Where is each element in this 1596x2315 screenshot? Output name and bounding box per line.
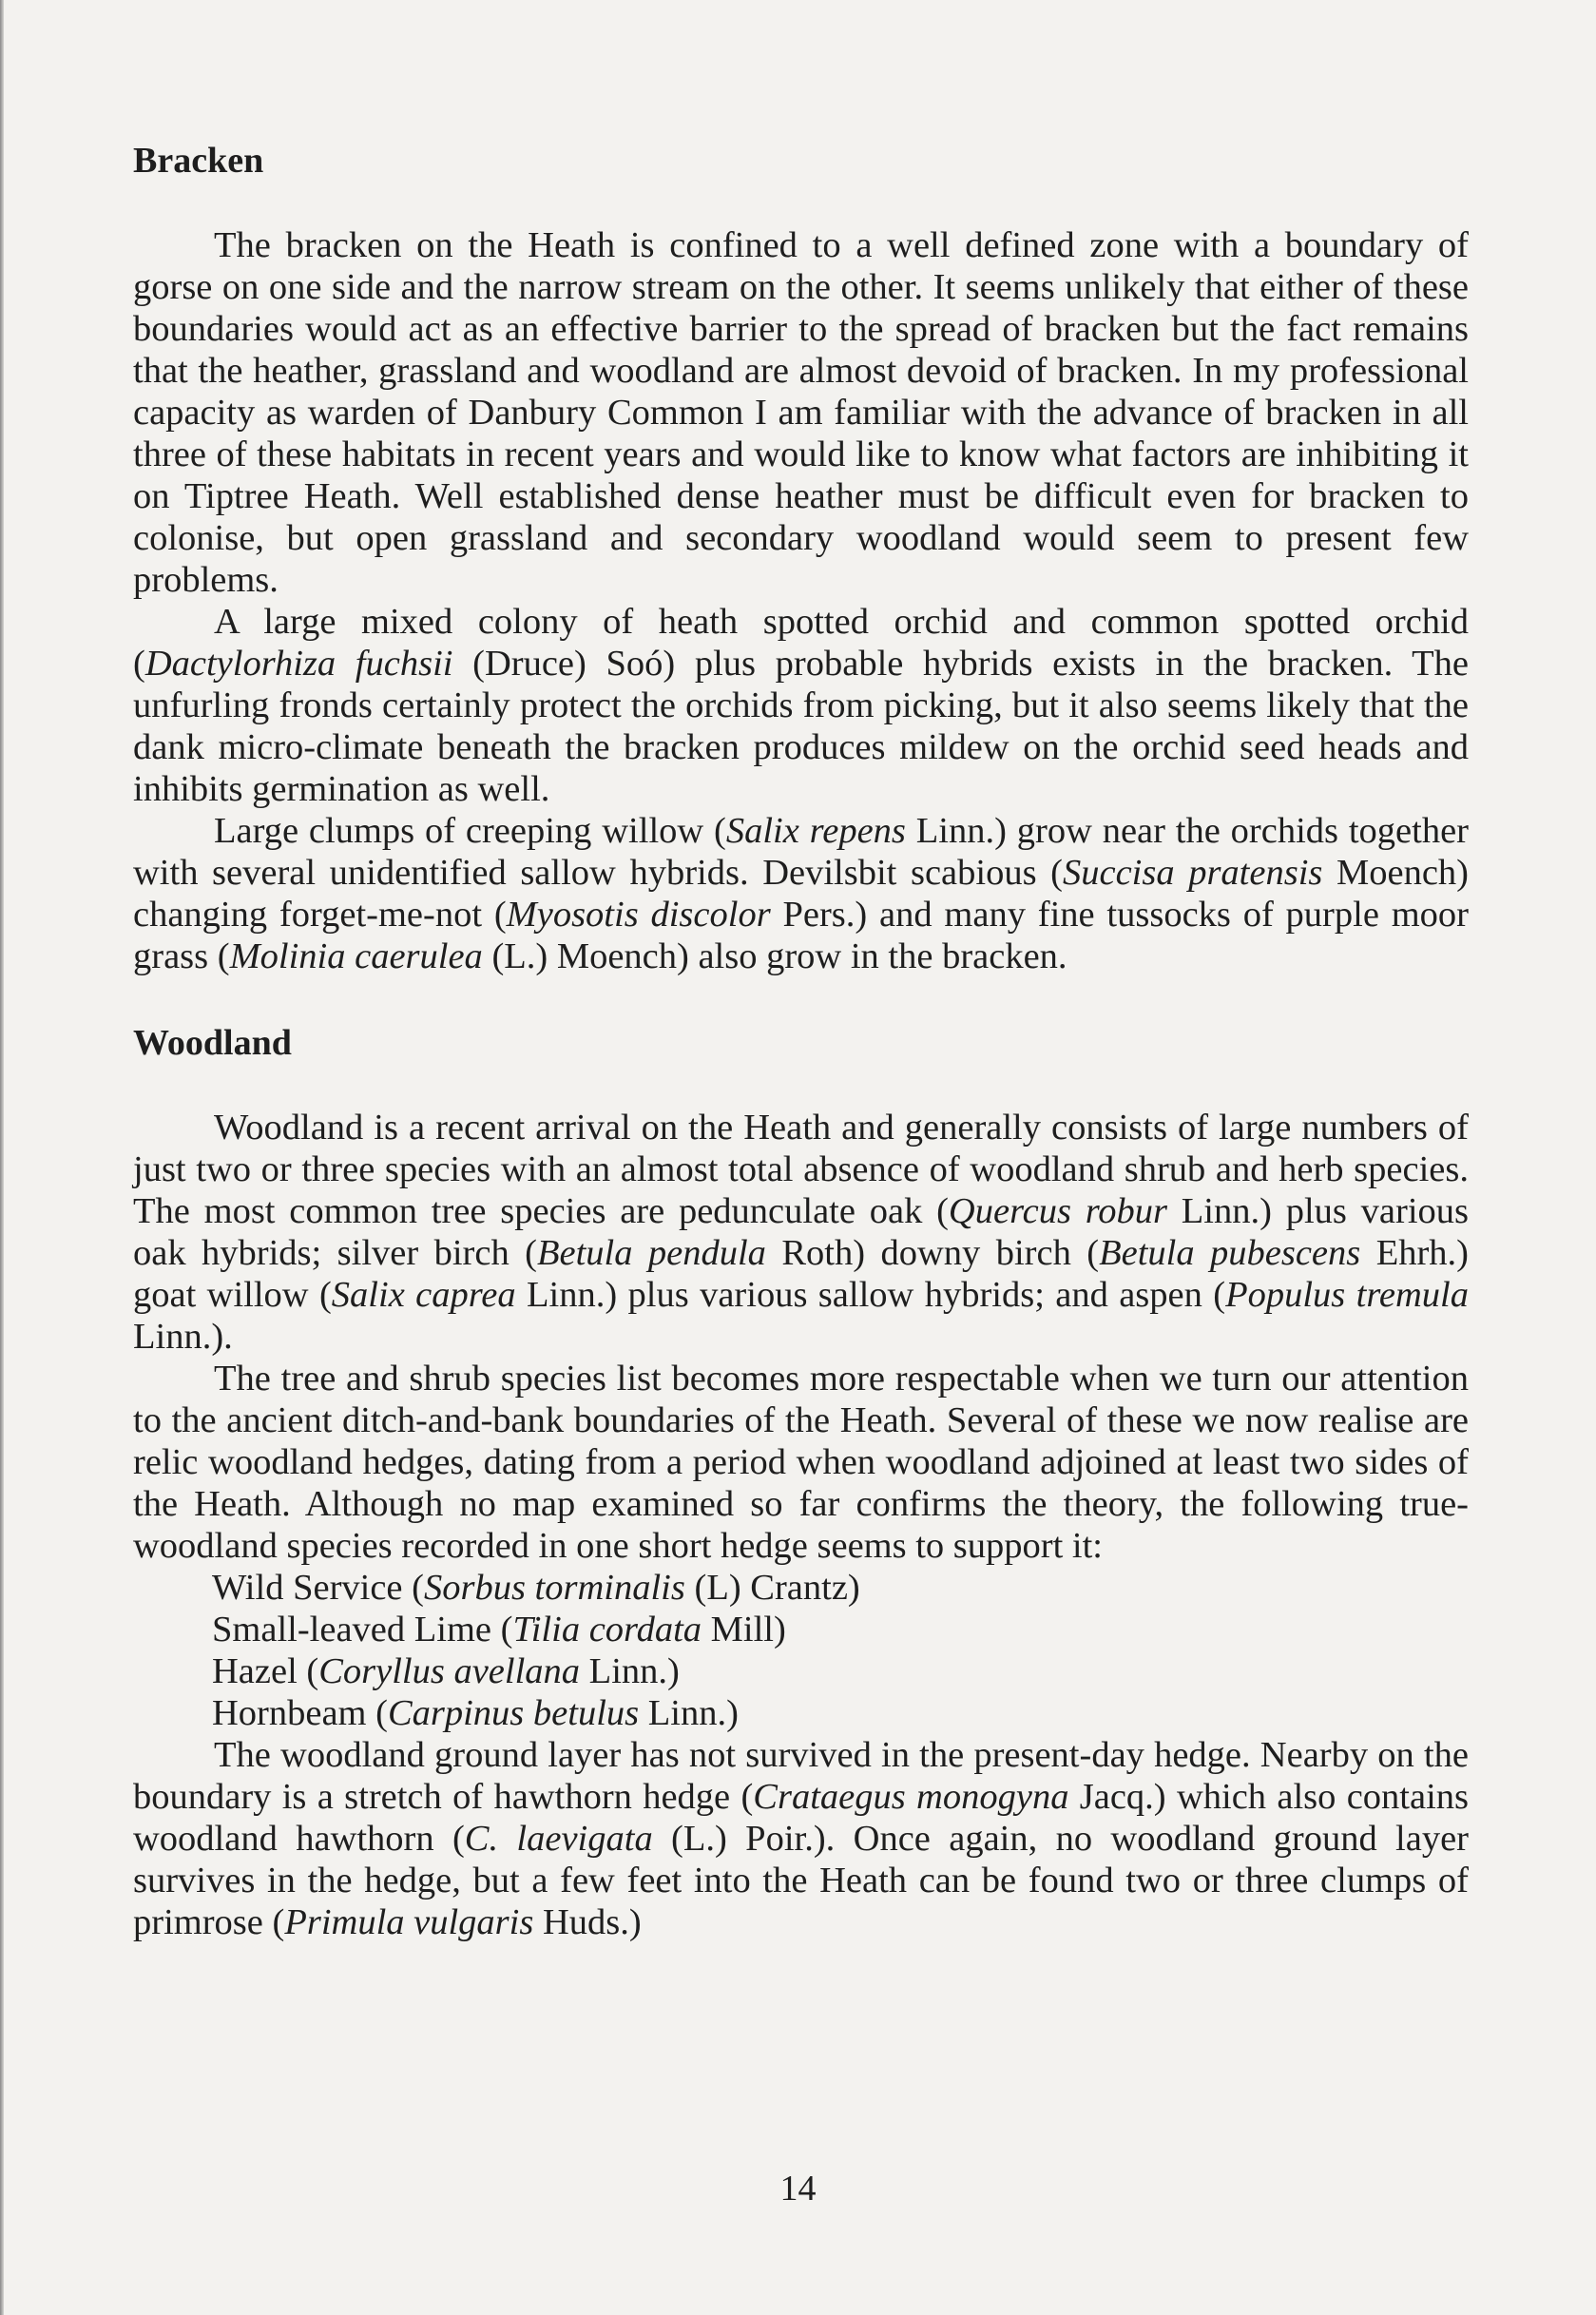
species-name: Carpinus betulus — [387, 1693, 640, 1733]
species-name: Salix repens — [725, 811, 906, 851]
paragraph — [133, 1734, 1469, 1943]
text-run: Pers.) and many fine tussocks of purple moor grass ( — [133, 895, 1469, 976]
text-run: Small-leaved Lime ( — [212, 1610, 513, 1649]
species-list-item — [212, 1650, 1469, 1692]
species-name: Myosotis discolor — [506, 895, 771, 935]
text-run: (L) Crantz) — [684, 1568, 860, 1608]
species-name: Tilia cordata — [512, 1610, 702, 1649]
species-list-item — [212, 1692, 1469, 1734]
text-run: (Druce) Soó) plus probable hybrids exists in the bracken. The unfurling fronds certainly protect the orchids from picking, but it also seems likely that the dank micro-climate beneath the bracken produces mildew on the orchid seed heads and inhibits germination as well. — [133, 644, 1470, 809]
text-run: The tree and shrub species list becomes more respectable when we turn our attention to the ancient ditch-and-bank boundaries of the Heath. Several of these we now realise are relic woodland hedges, dating from a period when woodland adjoined at least two sides of the Heath. Although no map examined so far confirms the theory, the following true-woodland species recorded in one short hedge seems to support it: — [133, 1359, 1469, 1566]
paragraph — [133, 1107, 1469, 1358]
section-bracken — [133, 143, 1469, 977]
paragraph — [133, 601, 1469, 810]
species-name: Coryllus avellana — [318, 1651, 581, 1691]
species-name: Sorbus torminalis — [423, 1568, 685, 1608]
text-run: Huds.) — [533, 1902, 642, 1942]
text-run: Linn.) plus various sallow hybrids; and aspen ( — [515, 1275, 1226, 1315]
species-list — [133, 1567, 1469, 1734]
page-number: 14 — [779, 2169, 817, 2209]
species-name: Molinia caerulea — [229, 936, 483, 976]
species-name: Betula pubescens — [1099, 1233, 1361, 1273]
text-run: (L.) Moench) also grow in the bracken. — [482, 936, 1067, 976]
text-run: The woodland ground layer has not survived in the present-day hedge. Nearby on the boundary is a stretch of hawthorn hedge ( — [133, 1735, 1469, 1817]
section-woodland — [133, 1025, 1469, 1943]
text-run: Jacq.) which also contains woodland hawthorn ( — [133, 1777, 1470, 1859]
species-name: Succisa pratensis — [1062, 853, 1323, 893]
paragraph — [133, 810, 1469, 977]
section-heading-bracken: Bracken — [133, 141, 264, 181]
species-name: Betula pendula — [536, 1233, 766, 1273]
text-run: The bracken on the Heath is confined to a well defined zone with a boundary of gorse on one side and the narrow stream on the other. It seems unlikely that either of these boundaries would act as an effective barrier to the spread of bracken but the fact remains that the heather, grassland and woodland are almost devoid of bracken. In my professional capacity as warden of Danbury Common I am familiar with the advance of bracken in all three of these habitats in recent years and would like to know what factors are inhibiting it on Tiptree Heath. Well established dense heather must be difficult even for bracken to colonise, but open grassland and secondary woodland would seem to present few problems. — [133, 225, 1469, 600]
species-list-item — [212, 1609, 1469, 1650]
text-run: Mill) — [702, 1610, 786, 1649]
species-name: C. laevigata — [464, 1819, 653, 1859]
text-run: Roth) downy birch ( — [765, 1233, 1100, 1273]
species-name: Populus tremula — [1225, 1275, 1469, 1315]
species-name: Salix caprea — [331, 1275, 516, 1315]
section-heading-woodland: Woodland — [133, 1023, 292, 1063]
text-run: Moench) changing forget-me-not ( — [133, 853, 1469, 935]
paragraph — [133, 1358, 1469, 1567]
species-name: Dactylorhiza fuchsii — [144, 644, 453, 684]
text-run: (L.) Poir.). Once again, no woodland ground layer survives in the hedge, but a few feet into the Heath can be found two or three clumps of primrose ( — [133, 1819, 1469, 1942]
text-run: Linn.). — [133, 1317, 233, 1357]
species-name: Quercus robur — [948, 1191, 1167, 1231]
text-run: A large mixed colony of heath spotted orchid and common spotted orchid ( — [133, 602, 1469, 684]
text-run: Woodland is a recent arrival on the Heath and generally consists of large numbers of just two or three species with an almost total absence of woodland shrub and herb species. The most common tree species are pedunculate oak ( — [133, 1108, 1469, 1231]
species-name: Crataegus monogyna — [753, 1777, 1069, 1817]
paragraph — [133, 224, 1469, 601]
page-edge-shadow — [0, 0, 4, 2315]
species-name: Primula vulgaris — [284, 1902, 534, 1942]
text-run: Hazel ( — [212, 1651, 319, 1691]
text-run: Linn.) plus various oak hybrids; silver birch ( — [133, 1191, 1469, 1273]
text-run: Linn.) grow near the orchids together with several unidentified sallow hybrids. Devilsbit scabious ( — [133, 811, 1469, 893]
text-run: Wild Service ( — [212, 1568, 424, 1608]
text-run: Large clumps of creeping willow ( — [214, 811, 726, 851]
text-run: Linn.) — [580, 1651, 680, 1691]
text-run: Ehrh.) goat willow ( — [133, 1233, 1469, 1315]
page-body — [133, 143, 1469, 1943]
species-list-item — [212, 1567, 1469, 1609]
text-run: Linn.) — [639, 1693, 739, 1733]
text-run: Hornbeam ( — [212, 1693, 388, 1733]
